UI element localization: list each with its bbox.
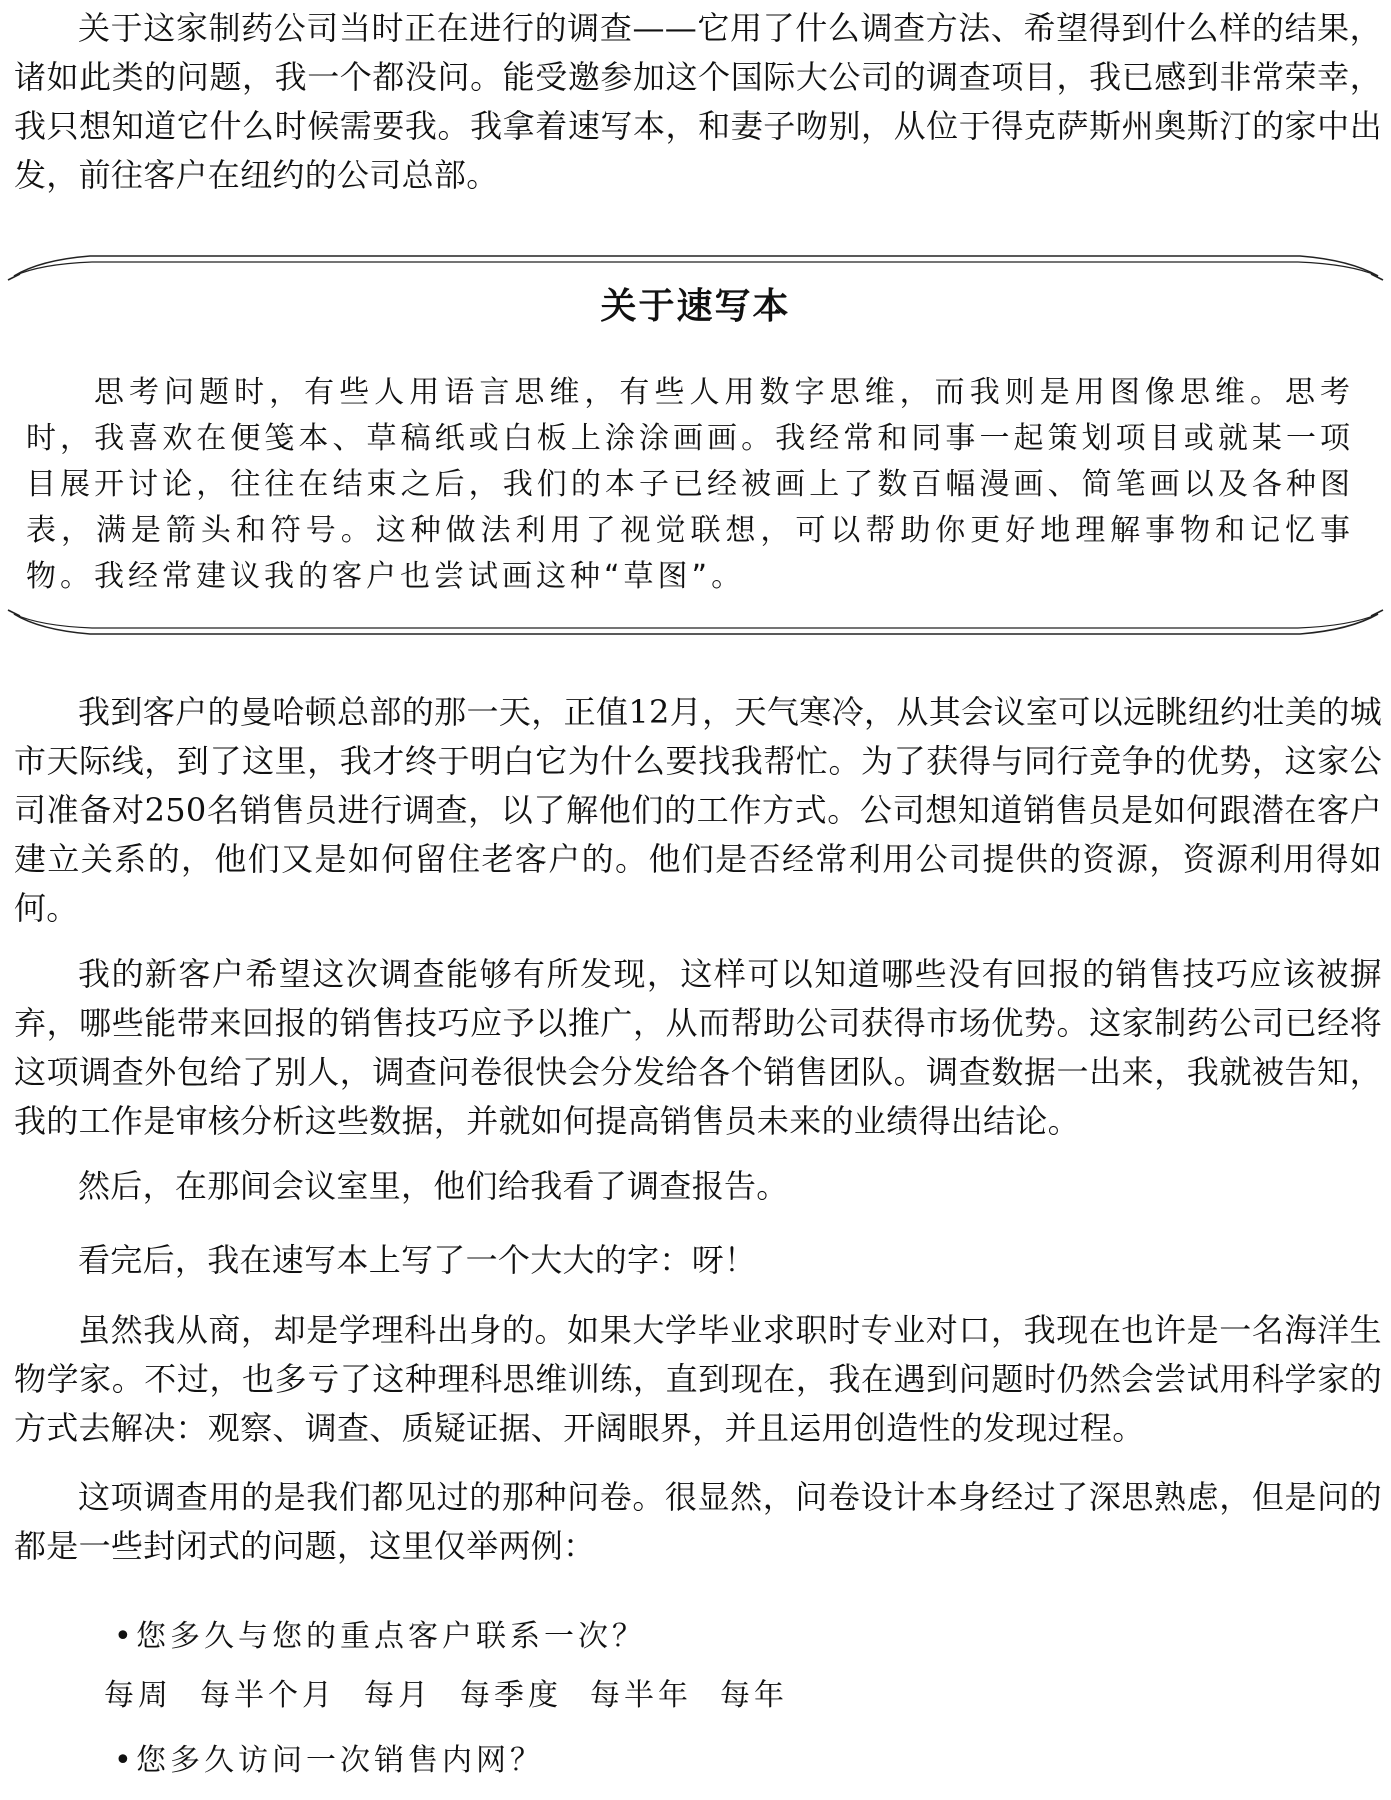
survey-question-list (104, 1610, 1304, 1788)
meeting-room-paragraph: 然后，在那间会议室里，他们给我看了调查报告。 (78, 1167, 789, 1205)
bullet-icon: • (114, 1619, 136, 1654)
question-text: 您多久与您的重点客户联系一次？ (136, 1619, 646, 1654)
answer-option: 每月 (364, 1678, 432, 1713)
survey-question (104, 1734, 1304, 1788)
survey-question (104, 1610, 1304, 1664)
client-goals-paragraph: 我的新客户希望这次调查能够有所发现，这样可以知道哪些没有回报的销售技巧应该被摒弃，哪些能带来回报的销售技巧应予以推广，从而帮助公司获得市场优势。这家制药公司已经将这项调查外包给了别人，调查问卷很快会分发给各个销售团队。调查数据一出来，我就被告知，我的工作是审核分析这些数据，并就如何提高销售员未来的业绩得出结论。 (14, 955, 1382, 1140)
answer-option: 每半个月 (200, 1678, 336, 1713)
answer-option: 每年 (720, 1678, 788, 1713)
answer-options (104, 1664, 1304, 1728)
sidebar-title: 关于速写本 (600, 285, 791, 326)
bullet-icon: • (114, 1743, 136, 1778)
sidebar-body: 思考问题时，有些人用语言思维，有些人用数字思维，而我则是用图像思维。思考时，我喜欢在便笺本、草稿纸或白板上涂涂画画。我经常和同事一起策划项目或就某一项目展开讨论，往往在结束之后，我们的本子已经被画上了数百幅漫画、简笔画以及各种图表，满是箭头和符号。这种做法利用了视觉联想，可以帮助你更好地理解事物和记忆事物。我经常建议我的客户也尝试画这种“草图”。 (26, 375, 1354, 594)
answer-option: 每半年 (590, 1678, 692, 1713)
answer-option: 每季度 (460, 1678, 562, 1713)
survey-intro-paragraph: 这项调查用的是我们都见过的那种问卷。很显然，问卷设计本身经过了深思熟虑，但是问的都是一些封闭式的问题，这里仅举两例： (14, 1478, 1382, 1565)
reaction-paragraph: 看完后，我在速写本上写了一个大大的字：呀！ (78, 1241, 757, 1279)
intro-paragraph: 关于这家制药公司当时正在进行的调查——它用了什么调查方法、希望得到什么样的结果，诸如此类的问题，我一个都没问。能受邀参加这个国际大公司的调查项目，我已感到非常荣幸，我只想知道它什么时候需要我。我拿着速写本，和妻子吻别，从位于得克萨斯州奥斯汀的家中出发，前往客户在纽约的公司总部。 (14, 9, 1382, 194)
arrival-paragraph: 我到客户的曼哈顿总部的那一天，正值12月，天气寒冷，从其会议室可以远眺纽约壮美的城市天际线，到了这里，我才终于明白它为什么要找我帮忙。为了获得与同行竞争的优势，这家公司准备对250名销售员进行调查，以了解他们的工作方式。公司想知道销售员是如何跟潜在客户建立关系的，他们又是如何留住老客户的。他们是否经常利用公司提供的资源，资源利用得如何。 (14, 693, 1382, 927)
question-text: 您多久访问一次销售内网？ (136, 1743, 544, 1778)
answer-option: 每周 (104, 1678, 172, 1713)
science-background-paragraph: 虽然我从商，却是学理科出身的。如果大学毕业求职时专业对口，我现在也许是一名海洋生物学家。不过，也多亏了这种理科思维训练，直到现在，我在遇到问题时仍然会尝试用科学家的方式去解决：观察、调查、质疑证据、开阔眼界，并且运用创造性的发现过程。 (14, 1311, 1382, 1447)
